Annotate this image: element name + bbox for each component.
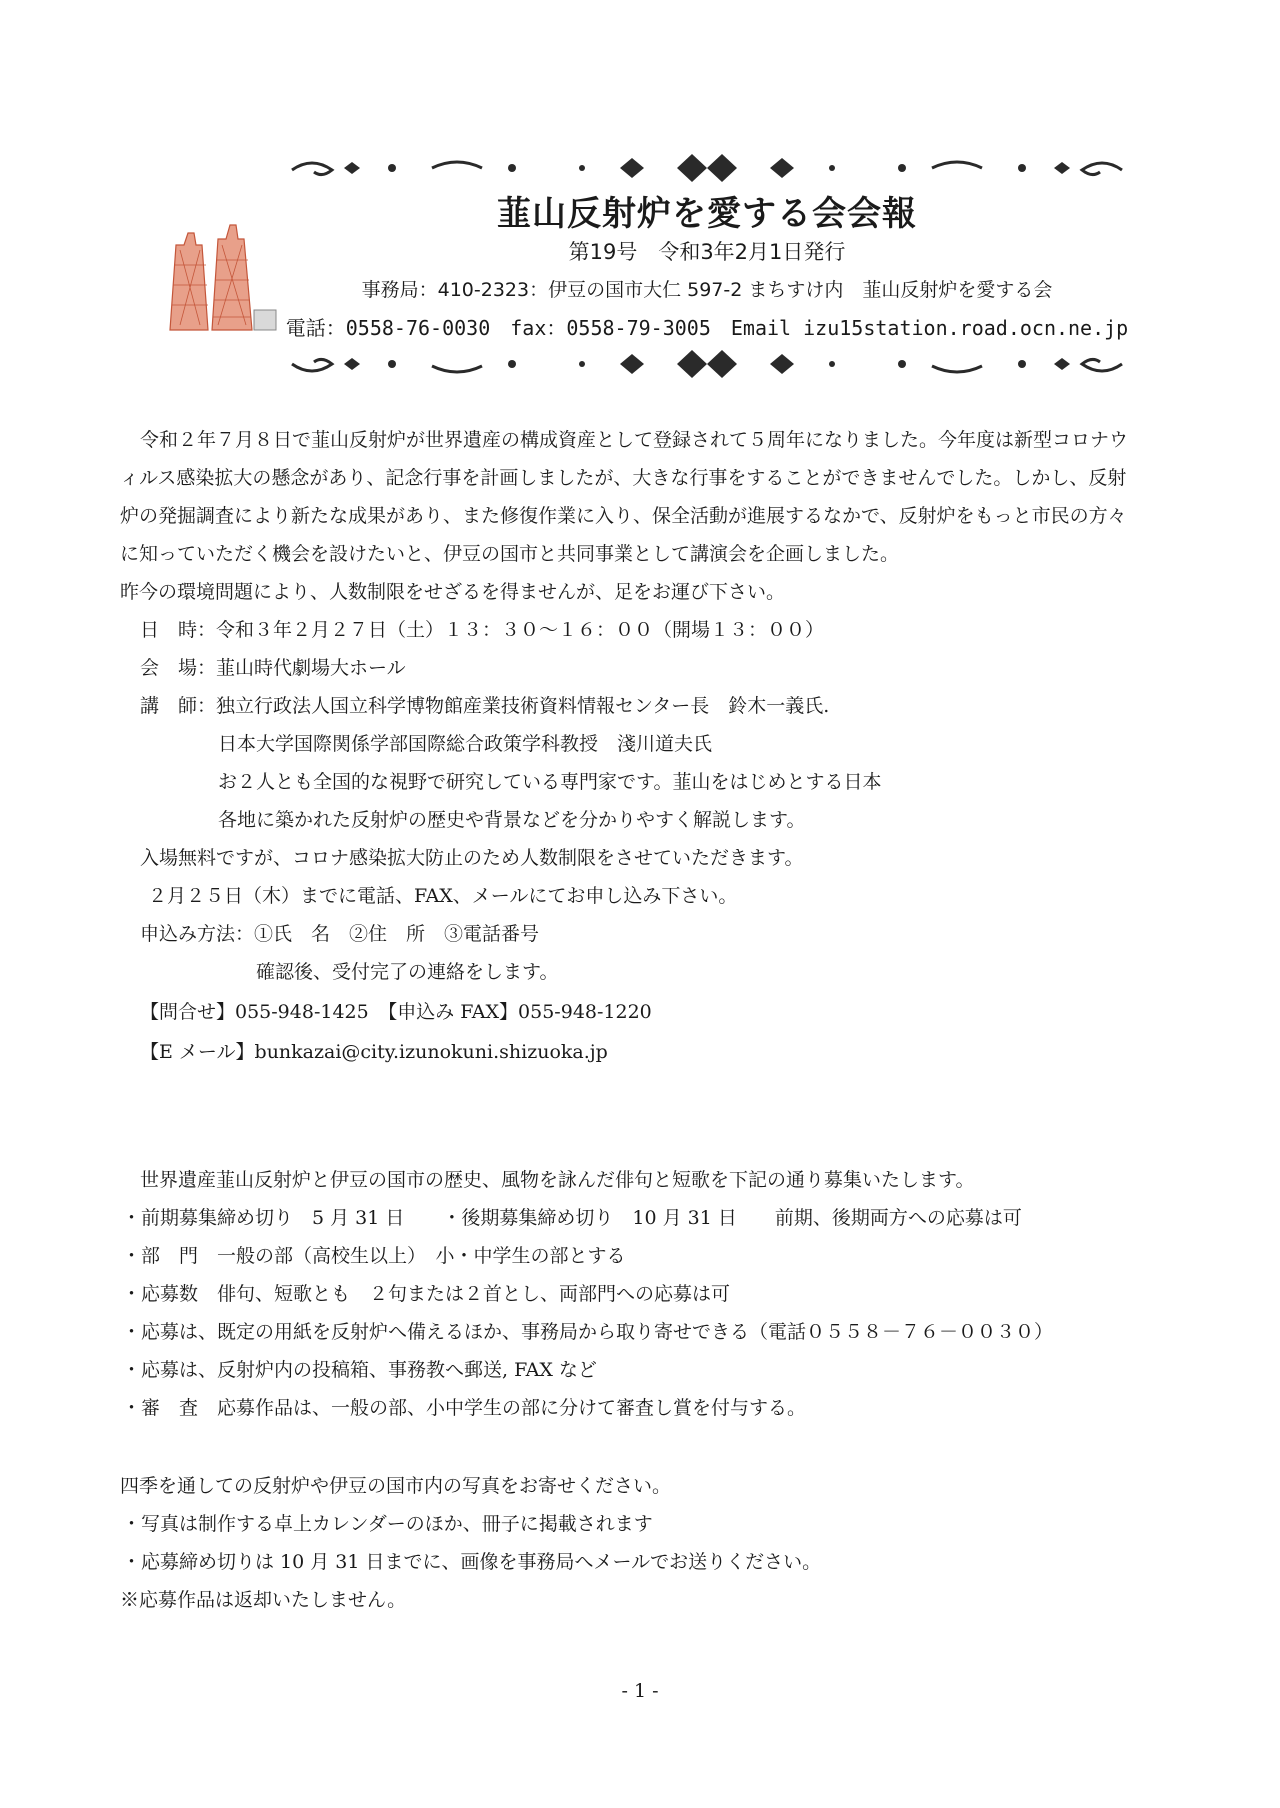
- issue-info: 第19号 令和3年2月1日発行: [568, 240, 846, 264]
- page-number: - 1 -: [621, 1680, 659, 1702]
- haiku-list-item: ・審 査 応募作品は、一般の部、小中学生の部に分けて審査し賞を付与する。: [122, 1397, 807, 1419]
- event-venue: 会 場：韮山時代劇場大ホール: [140, 657, 406, 679]
- photo-line: ・写真は制作する卓上カレンダーのほか、冊子に掲載されます: [122, 1513, 653, 1535]
- haiku-list-item: ・応募は、既定の用紙を反射炉へ備えるほか、事務局から取り寄せできる（電話０５５８－７６－００３０）: [122, 1321, 1054, 1343]
- lecture-paragraph-line: に知っていただく機会を設けたいと、伊豆の国市と共同事業として講演会を企画しました。: [120, 543, 900, 565]
- haiku-list-item: ・応募は、反射炉内の投稿箱、事務教へ郵送, FAX など: [122, 1359, 597, 1381]
- lecture-paragraph-line: ィルス感染拡大の懸念があり、記念行事を計画しましたが、大きな行事をすることができませんでした。しかし、反射: [120, 467, 1127, 489]
- event-datetime: 日 時：令和３年２月２７日（土）１３：３０～１６：００（開場１３：００）: [140, 619, 825, 641]
- application-deadline: ２月２５日（木）までに電話、FAX、メールにてお申し込み下さい。: [148, 885, 738, 907]
- haiku-list-item: ・部 門 一般の部（高校生以上） 小・中学生の部とする: [122, 1245, 626, 1267]
- ornament-divider-bottom: [282, 344, 1132, 384]
- haiku-list-item: ・応募数 俳句、短歌とも ２句または２首とし、両部門への応募は可: [122, 1283, 731, 1305]
- lecturer-description-line: 各地に築かれた反射炉の歴史や背景などを分かりやすく解説します。: [218, 809, 806, 831]
- haiku-intro: 世界遺産韮山反射炉と伊豆の国市の歴史、風物を詠んだ俳句と短歌を下記の通り募集いたします。: [140, 1169, 975, 1191]
- application-method: 申込み方法：①氏 名 ②住 所 ③電話番号: [140, 923, 540, 945]
- confirmation-note: 確認後、受付完了の連絡をします。: [256, 961, 559, 983]
- photo-line: ※応募作品は返却いたしません。: [120, 1589, 407, 1611]
- ornament-divider-top: [282, 148, 1132, 188]
- newsletter-title: 韮山反射炉を愛する会会報: [497, 194, 917, 234]
- lecturer-description-line: お２人とも全国的な視野で研究している専門家です。韮山をはじめとする日本: [218, 771, 882, 793]
- contact-info: 電話：0558-76-0030 fax：0558-79-3005 Email izu15station.road.ocn.ne.jp: [285, 316, 1129, 340]
- lecture-paragraph-line: 令和２年７月８日で韮山反射炉が世界遺産の構成資産として登録されて５周年になりました。今年度は新型コロナウ: [140, 429, 1129, 451]
- lecture-paragraph-line: 炉の発掘調査により新たな成果があり、また修復作業に入り、保全活動が進展するなかで、反射炉をもっと市民の方々: [120, 505, 1127, 527]
- photo-line: 四季を通しての反射炉や伊豆の国市内の写真をお寄せください。: [120, 1475, 672, 1497]
- lecturer-1: 講 師：独立行政法人国立科学博物館産業技術資料情報センター長 鈴木一義氏.: [140, 695, 830, 717]
- inquiry-contact: 【問合せ】055-948-1425 【申込み FAX】055-948-1220: [140, 1001, 652, 1023]
- photo-line: ・応募締め切りは 10 月 31 日までに、画像を事務局へメールでお送りください。: [122, 1551, 822, 1573]
- lecture-paragraph-line: 昨今の環境問題により、人数制限をせざるを得ませんが、足をお運び下さい。: [120, 581, 786, 603]
- haiku-list-item: ・前期募集締め切り 5 月 31 日 ・後期募集締め切り 10 月 31 日 前期、後期両方への応募は可: [122, 1207, 1022, 1229]
- lecturer-2: 日本大学国際関係学部国際総合政策学科教授 淺川道夫氏: [218, 733, 713, 755]
- office-address: 事務局：410-2323：伊豆の国市大仁 597-2 まちすけ内 韮山反射炉を愛する会: [361, 279, 1053, 301]
- email-contact: 【E メール】bunkazai@city.izunokuni.shizuoka.jp: [140, 1041, 608, 1063]
- reverberatory-furnace-logo: [150, 205, 280, 335]
- admission-note: 入場無料ですが、コロナ感染拡大防止のため人数制限をさせていただきます。: [140, 847, 804, 869]
